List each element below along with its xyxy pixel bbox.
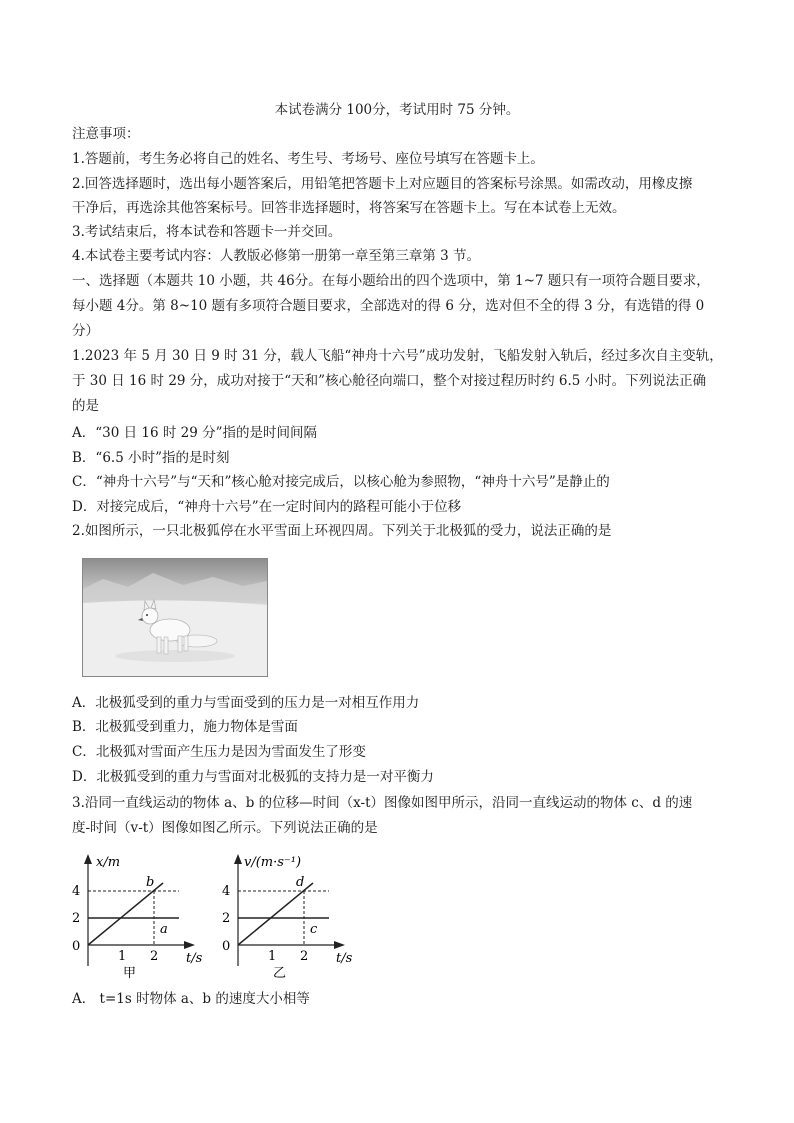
question-1-stem: 1.2023 年 5 月 30 日 9 时 31 分，载人飞船“神舟十六号”成功发射，飞船发射入轨后，经过多次自主变轨， xyxy=(72,348,723,364)
arctic-fox-photo xyxy=(82,558,268,677)
question-1-option-c: C．“神舟十六号”与“天和”核心舱对接完成后，以核心舱为参照物，“神舟十六号”是静止的 xyxy=(72,474,610,490)
notice-line: 4.本试卷主要考试内容：人教版必修第一册第一章至第三章第 3 节。 xyxy=(72,248,481,264)
line-c-label: c xyxy=(310,922,318,937)
question-1-stem: 于 30 日 16 时 29 分，成功对接于“天和”核心舱径向端口，整个对接过程历时约 6.5 小时。下列说法正确 xyxy=(72,373,707,389)
notice-line: 1.答题前，考生务必将自己的姓名、考生号、考场号、座位号填写在答题卡上。 xyxy=(72,151,544,167)
y-axis-arrow xyxy=(234,854,242,864)
graph-caption: 乙 xyxy=(273,966,287,981)
graph-yi xyxy=(212,848,372,987)
notice-title: 注意事项： xyxy=(72,126,140,142)
question-2-stem: 2.如图所示，一只北极狐停在水平雪面上环视四周。下列关于北极狐的受力，说法正确的是 xyxy=(72,523,612,539)
x-tick-2: 2 xyxy=(150,949,159,964)
y-tick-4: 4 xyxy=(72,884,81,899)
exam-header: 本试卷满分 100分，考试用时 75 分钟。 xyxy=(274,102,520,118)
question-2-option-a: A．北极狐受到的重力与雪面受到的压力是一对相互作用力 xyxy=(72,695,420,711)
line-b-label: b xyxy=(146,875,155,890)
question-3-stem: 3.沿同一直线运动的物体 a、b 的位移—时间（x-t）图像如图甲所示，沿同一直线运动的物体 c、d 的速 xyxy=(72,795,693,811)
x-tick-1: 1 xyxy=(118,949,127,964)
question-1-option-b: B．“6.5 小时”指的是时刻 xyxy=(72,450,230,466)
origin-label: 0 xyxy=(222,939,231,954)
x-axis-label: t/s xyxy=(186,951,203,966)
line-d-label: d xyxy=(296,875,305,890)
question-3-stem: 度-时间（v-t）图像如图乙所示。下列说法正确的是 xyxy=(72,820,378,836)
x-axis-arrow xyxy=(334,941,345,949)
x-axis-label: t/s xyxy=(336,951,353,966)
line-d xyxy=(238,883,313,945)
question-1-option-a: A．“30 日 16 时 29 分”指的是时间间隔 xyxy=(72,425,318,441)
x-axis-arrow xyxy=(184,941,195,949)
question-2-option-b: B．北极狐受到重力，施力物体是雪面 xyxy=(72,719,298,735)
x-tick-2: 2 xyxy=(300,949,309,964)
section-heading: 每小题 4分。第 8~10 题有多项符合题目要求，全部选对的得 6 分，选对但不全的得 3 分，有选错的得 0 xyxy=(72,298,705,314)
y-tick-2: 2 xyxy=(222,911,231,926)
section-heading: 一、选择题（本题共 10 小题，共 46分。在每小题给出的四个选项中，第 1~7 题只有一项符合题目要求， xyxy=(72,273,710,289)
y-axis-arrow xyxy=(84,854,92,864)
notice-line: 干净后，再选涂其他答案标号。回答非选择题时，将答案写在答题卡上。写在本试卷上无效。 xyxy=(72,200,626,216)
graph-jia xyxy=(62,848,222,987)
question-1-option-d: D．对接完成后，“神舟十六号”在一定时间内的路程可能小于位移 xyxy=(72,499,462,515)
section-heading: 分） xyxy=(72,323,99,339)
question-3-option-a: A． t=1s 时物体 a、b 的速度大小相等 xyxy=(72,991,310,1007)
graph-caption: 甲 xyxy=(123,966,137,981)
notice-line: 2.回答选择题时，选出每小题答案后，用铅笔把答题卡上对应题目的答案标号涂黑。如需改动，用橡皮擦 xyxy=(72,176,693,192)
y-tick-2: 2 xyxy=(72,911,81,926)
line-b xyxy=(88,883,163,945)
notice-line: 3.考试结束后，将本试卷和答题卡一并交回。 xyxy=(72,224,342,240)
y-tick-4: 4 xyxy=(222,884,231,899)
origin-label: 0 xyxy=(72,939,81,954)
question-2-option-d: D．北极狐受到的重力与雪面对北极狐的支持力是一对平衡力 xyxy=(72,769,434,785)
x-tick-1: 1 xyxy=(268,949,277,964)
question-1-stem: 的是 xyxy=(72,398,99,414)
question-2-option-c: C．北极狐对雪面产生压力是因为雪面发生了形变 xyxy=(72,744,366,760)
line-a-label: a xyxy=(160,922,168,937)
y-axis-label: v/(m·s⁻¹) xyxy=(244,855,302,870)
y-axis-label: x/m xyxy=(96,855,121,870)
arctic-fox-illustration xyxy=(83,559,267,676)
